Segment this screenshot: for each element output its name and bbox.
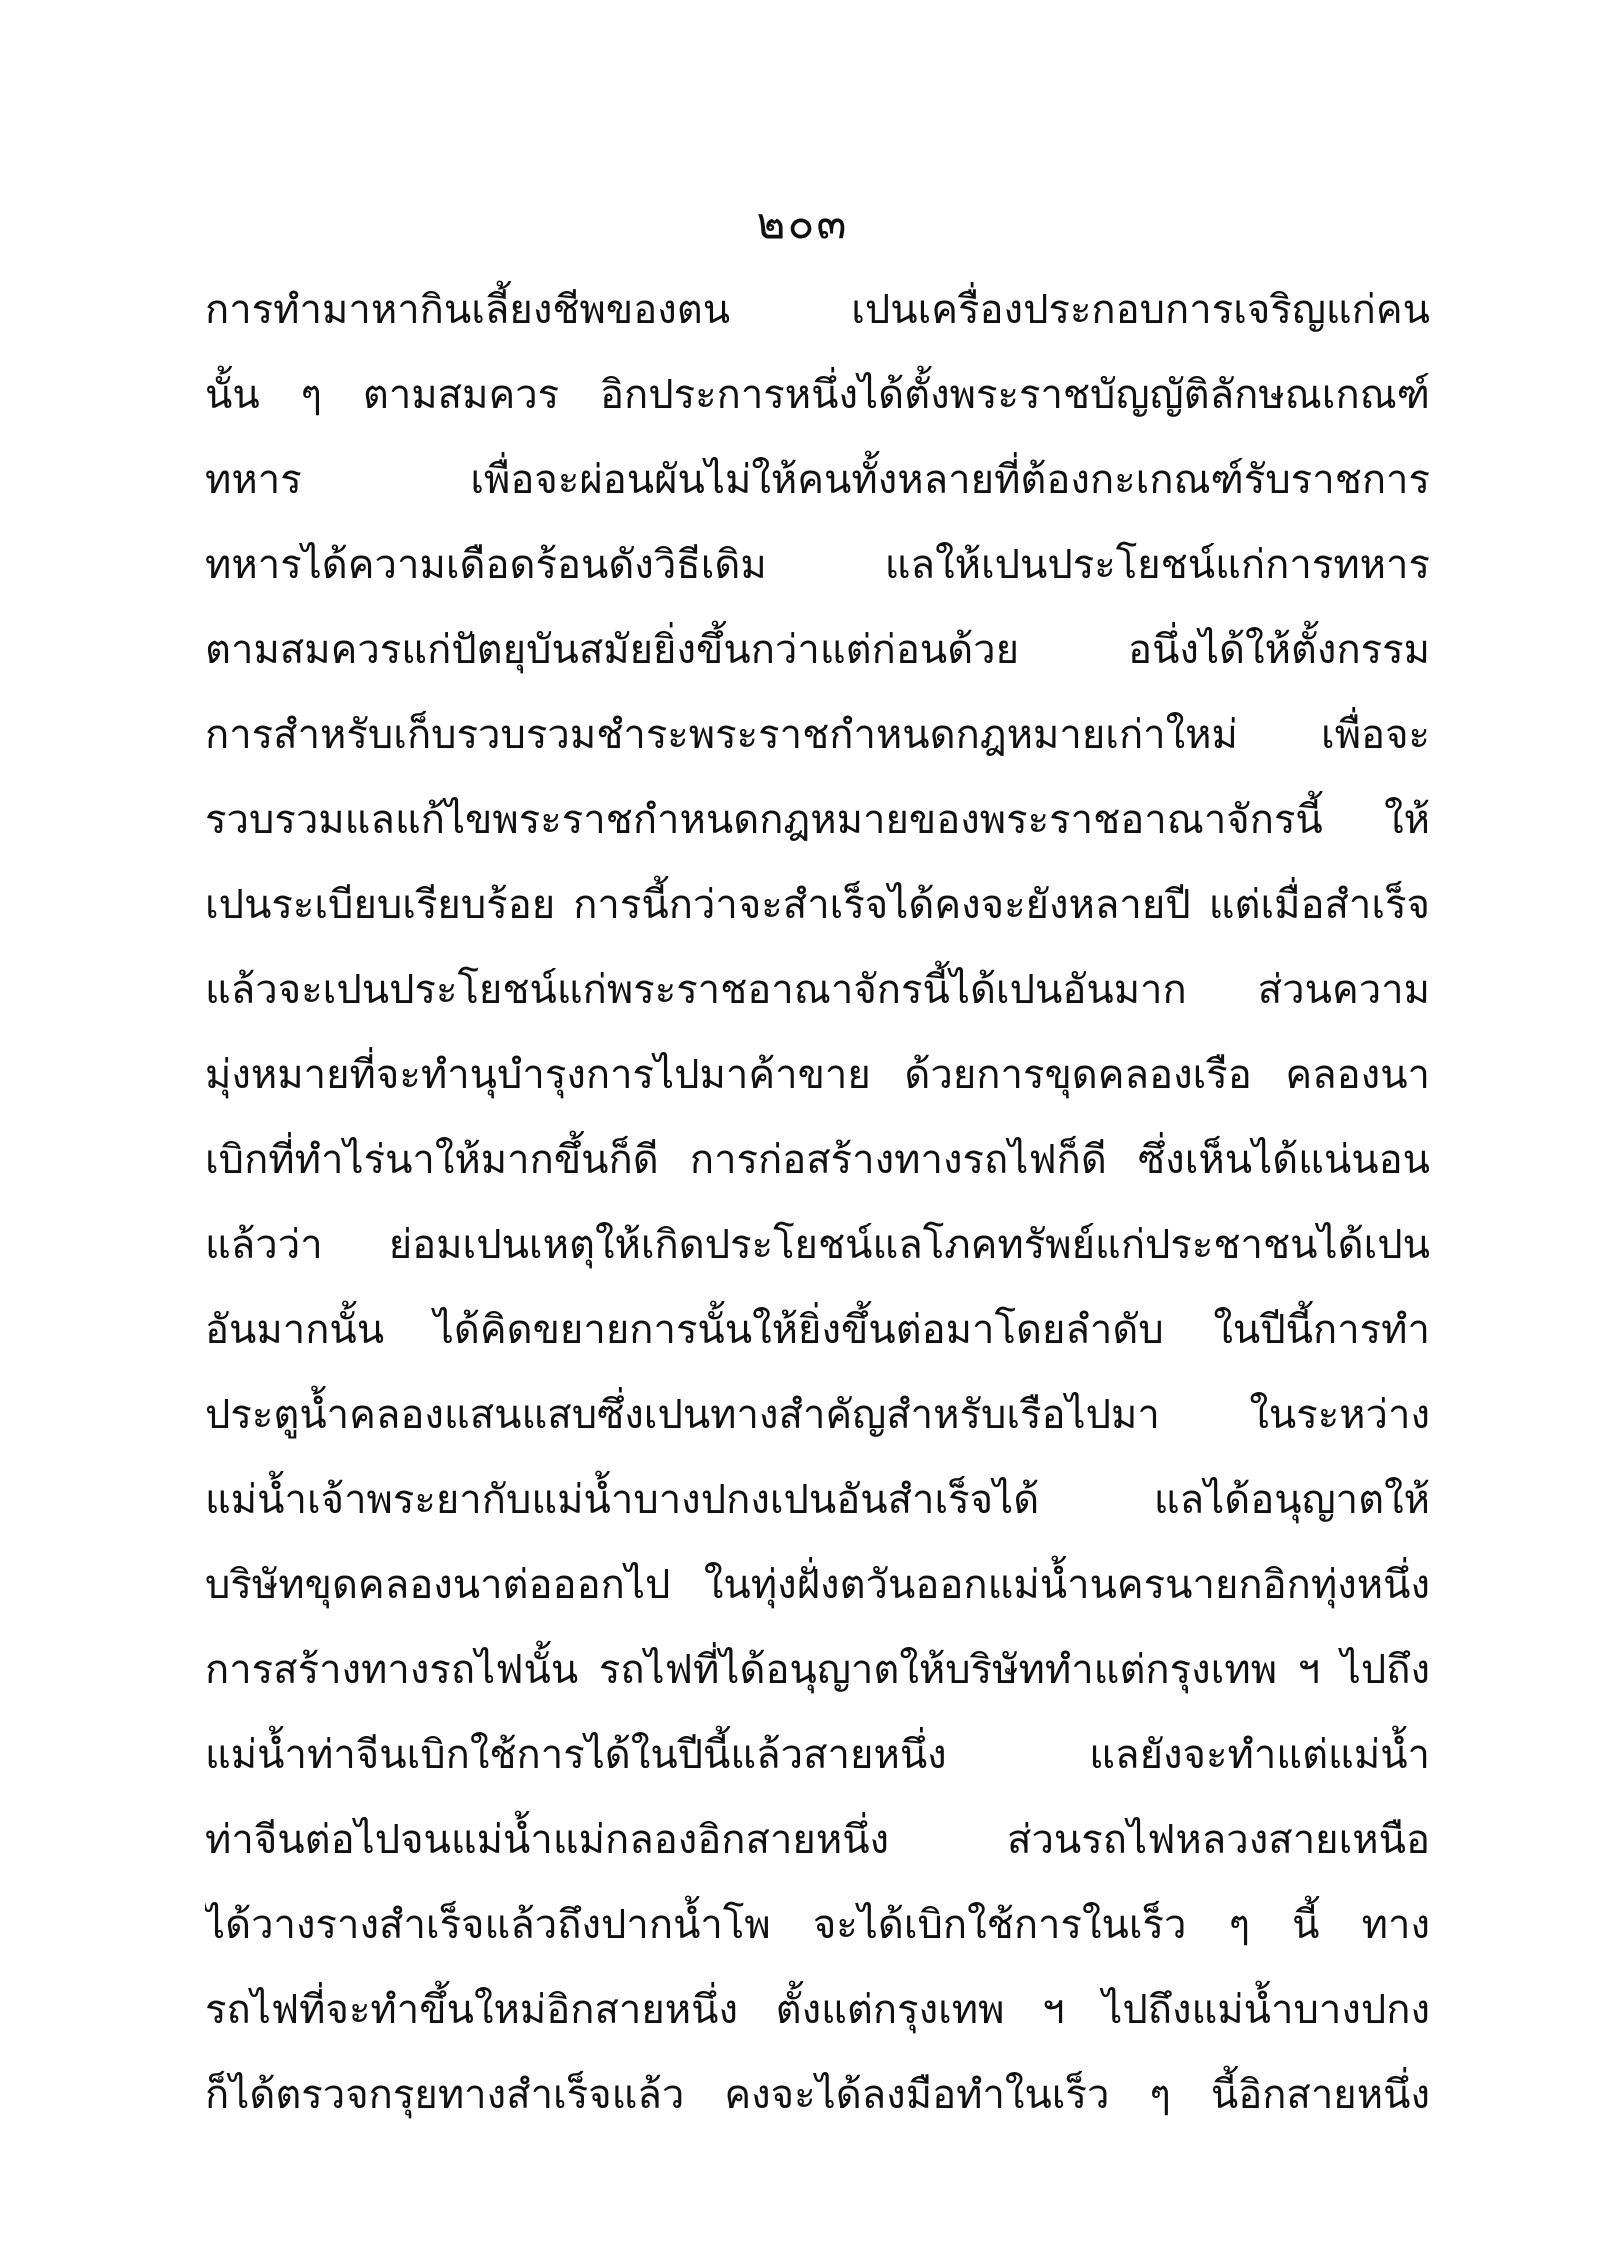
text-line: ตามสมควรแก่ปัตยุบันสมัยยิ่งขึ้นกว่าแต่ก่อนด้วย อนึ่งได้ให้ตั้งกรรม bbox=[205, 627, 1430, 673]
text-line: มุ่งหมายที่จะทำนุบำรุงการไปมาค้าขาย ด้วยการขุดคลองเรือ คลองนา bbox=[205, 1052, 1430, 1098]
text-line: แม่น้ำท่าจีนเบิกใช้การได้ในปีนี้แล้วสายหนึ่ง แลยังจะทำแต่แม่น้ำ bbox=[205, 1732, 1430, 1778]
text-line: ท่าจีนต่อไปจนแม่น้ำแม่กลองอิกสายหนึ่ง ส่วนรถไฟหลวงสายเหนือ bbox=[205, 1817, 1430, 1863]
text-line: ทหารได้ความเดือดร้อนดังวิธีเดิม แลให้เปนประโยชน์แก่การทหาร bbox=[205, 542, 1430, 588]
text-line: ได้วางรางสำเร็จแล้วถึงปากน้ำโพ จะได้เบิกใช้การในเร็ว ๆ นี้ ทาง bbox=[205, 1902, 1430, 1948]
text-line: นั้น ๆ ตามสมควร อิกประการหนึ่งได้ตั้งพระราชบัญญัติลักษณเกณฑ์ bbox=[205, 372, 1430, 418]
text-line: เปนระเบียบเรียบร้อย การนี้กว่าจะสำเร็จได้คงจะยังหลายปี แต่เมื่อสำเร็จ bbox=[205, 882, 1430, 928]
text-line: แล้วว่า ย่อมเปนเหตุให้เกิดประโยชน์แลโภคทรัพย์แก่ประชาชนได้เปน bbox=[205, 1222, 1430, 1268]
text-line: การสำหรับเก็บรวบรวมชำระพระราชกำหนดกฎหมายเก่าใหม่ เพื่อจะ bbox=[205, 712, 1430, 758]
text-line: แม่น้ำเจ้าพระยากับแม่น้ำบางปกงเปนอันสำเร็จได้ แลได้อนุญาตให้ bbox=[205, 1477, 1430, 1523]
body-text bbox=[205, 268, 1430, 2138]
text-line: เบิกที่ทำไร่นาให้มากขึ้นก็ดี การก่อสร้างทางรถไฟก็ดี ซึ่งเห็นได้แน่นอน bbox=[205, 1137, 1430, 1183]
text-line: รถไฟที่จะทำขึ้นใหม่อิกสายหนึ่ง ตั้งแต่กรุงเทพ ฯ ไปถึงแม่น้ำบางปกง bbox=[205, 1987, 1430, 2033]
text-line: รวบรวมแลแก้ไขพระราชกำหนดกฎหมายของพระราชอาณาจักรนี้ ให้ bbox=[205, 797, 1430, 843]
text-line: การทำมาหากินเลี้ยงชีพของตน เปนเครื่องประกอบการเจริญแก่คน bbox=[205, 287, 1430, 333]
text-line: แล้วจะเปนประโยชน์แก่พระราชอาณาจักรนี้ได้เปนอันมาก ส่วนความ bbox=[205, 967, 1430, 1013]
page-number: ๒๐๓ bbox=[756, 198, 849, 249]
text-line: ทหาร เพื่อจะผ่อนผันไม่ให้คนทั้งหลายที่ต้องกะเกณฑ์รับราชการ bbox=[205, 457, 1430, 503]
text-line: ประตูน้ำคลองแสนแสบซึ่งเปนทางสำคัญสำหรับเรือไปมา ในระหว่าง bbox=[205, 1392, 1430, 1438]
text-line: บริษัทขุดคลองนาต่อออกไป ในทุ่งฝั่งตวันออกแม่น้ำนครนายกอิกทุ่งหนึ่ง bbox=[205, 1562, 1430, 1608]
text-line: การสร้างทางรถไฟนั้น รถไฟที่ได้อนุญาตให้บริษัททำแต่กรุงเทพ ฯ ไปถึง bbox=[205, 1647, 1430, 1693]
text-line: ก็ได้ตรวจกรุยทางสำเร็จแล้ว คงจะได้ลงมือทำในเร็ว ๆ นี้อิกสายหนึ่ง bbox=[205, 2072, 1430, 2118]
text-line: อันมากนั้น ได้คิดขยายการนั้นให้ยิ่งขึ้นต่อมาโดยลำดับ ในปีนี้การทำ bbox=[205, 1307, 1430, 1353]
